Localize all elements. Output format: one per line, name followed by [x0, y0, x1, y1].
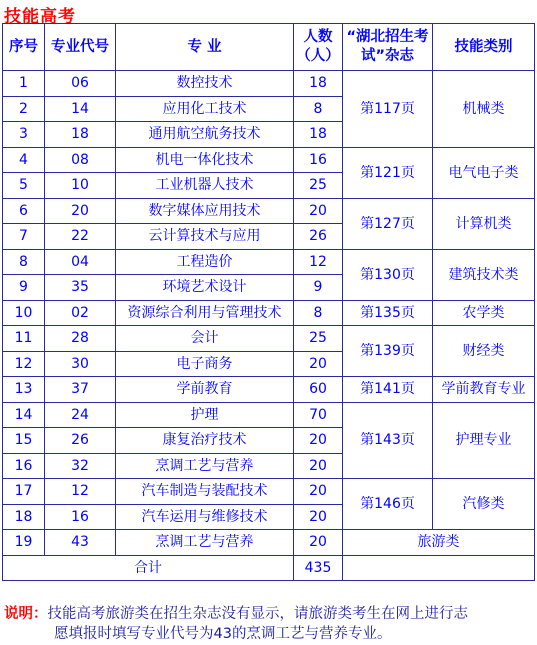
- row-count: 20: [294, 504, 343, 530]
- group-magazine-page: 第130页: [343, 249, 433, 300]
- row-code: 37: [45, 377, 116, 403]
- row-count: 70: [294, 402, 343, 428]
- row-major: 应用化工技术: [116, 96, 294, 122]
- row-no: 14: [3, 402, 45, 428]
- table-row: [3, 402, 535, 428]
- row-no: 3: [3, 122, 45, 148]
- row-code: 08: [45, 147, 116, 173]
- row-no: 2: [3, 96, 45, 122]
- row-count: 12: [294, 249, 343, 275]
- row-major: 护理: [116, 402, 294, 428]
- row-code: 12: [45, 479, 116, 505]
- row-code: 22: [45, 224, 116, 250]
- row-no: 9: [3, 275, 45, 301]
- group-magazine-page: 第117页: [343, 71, 433, 148]
- group-category: 计算机类: [433, 198, 535, 249]
- group-magazine-page: 第135页: [343, 300, 433, 326]
- row-count: 60: [294, 377, 343, 403]
- row-major: 学前教育: [116, 377, 294, 403]
- row-count: 8: [294, 300, 343, 326]
- row-no: 18: [3, 504, 45, 530]
- group-category: 旅游类: [343, 530, 535, 556]
- table-row: [3, 530, 535, 556]
- row-count: 25: [294, 173, 343, 199]
- group-category: 电气电子类: [433, 147, 535, 198]
- row-code: 24: [45, 402, 116, 428]
- row-no: 8: [3, 249, 45, 275]
- table-row: [3, 326, 535, 352]
- row-major: 云计算技术与应用: [116, 224, 294, 250]
- row-major: 康复治疗技术: [116, 428, 294, 454]
- row-code: 10: [45, 173, 116, 199]
- note-line-2: 愿填报时填写专业代号为43的烹调工艺与营养专业。: [54, 626, 392, 642]
- row-no: 6: [3, 198, 45, 224]
- header-major: 专 业: [116, 24, 294, 71]
- group-magazine-page: 第127页: [343, 198, 433, 249]
- row-no: 11: [3, 326, 45, 352]
- row-major: 汽车制造与装配技术: [116, 479, 294, 505]
- table-row: [3, 479, 535, 505]
- table-row: [3, 300, 535, 326]
- header-category: 技能类别: [433, 24, 535, 71]
- row-code: 30: [45, 351, 116, 377]
- admissions-table: [2, 23, 535, 581]
- row-major: 电子商务: [116, 351, 294, 377]
- table-row: [3, 147, 535, 173]
- note-label: 说明：: [4, 606, 48, 622]
- table-body: [3, 71, 535, 556]
- row-major: 烹调工艺与营养: [116, 530, 294, 556]
- row-major: 数控技术: [116, 71, 294, 97]
- header-code: 专业代号: [45, 24, 116, 71]
- row-code: 43: [45, 530, 116, 556]
- row-count: 16: [294, 147, 343, 173]
- table-row: [3, 377, 535, 403]
- row-major: 通用航空航务技术: [116, 122, 294, 148]
- total-empty-cell: [343, 555, 535, 581]
- row-count: 26: [294, 224, 343, 250]
- group-category: 农学类: [433, 300, 535, 326]
- group-magazine-page: 第139页: [343, 326, 433, 377]
- group-category: 机械类: [433, 71, 535, 148]
- group-magazine-page: 第146页: [343, 479, 433, 530]
- group-magazine-page: 第141页: [343, 377, 433, 403]
- header-no: 序号: [3, 24, 45, 71]
- page-title: 技能高考: [4, 7, 76, 27]
- row-no: 10: [3, 300, 45, 326]
- total-row: [3, 555, 535, 581]
- row-major: 数字媒体应用技术: [116, 198, 294, 224]
- row-code: 35: [45, 275, 116, 301]
- row-code: 16: [45, 504, 116, 530]
- row-major: 会计: [116, 326, 294, 352]
- group-magazine-page: 第143页: [343, 402, 433, 479]
- row-count: 20: [294, 428, 343, 454]
- row-major: 工程造价: [116, 249, 294, 275]
- row-major: 机电一体化技术: [116, 147, 294, 173]
- row-count: 8: [294, 96, 343, 122]
- note-line-1: 技能高考旅游类在招生杂志没有显示，请旅游类考生在网上进行志: [47, 606, 468, 622]
- row-major: 烹调工艺与营养: [116, 453, 294, 479]
- table-row: [3, 71, 535, 97]
- row-code: 20: [45, 198, 116, 224]
- total-label: 合计: [3, 555, 294, 581]
- total-count: 435: [294, 555, 343, 581]
- row-code: 26: [45, 428, 116, 454]
- row-code: 04: [45, 249, 116, 275]
- table-row: [3, 198, 535, 224]
- group-magazine-page: 第121页: [343, 147, 433, 198]
- header-count: 人数（人）: [294, 24, 343, 71]
- row-no: 16: [3, 453, 45, 479]
- row-no: 4: [3, 147, 45, 173]
- row-no: 12: [3, 351, 45, 377]
- row-no: 1: [3, 71, 45, 97]
- row-major: 资源综合利用与管理技术: [116, 300, 294, 326]
- group-category: 财经类: [433, 326, 535, 377]
- row-count: 20: [294, 479, 343, 505]
- row-major: 工业机器人技术: [116, 173, 294, 199]
- row-count: 20: [294, 351, 343, 377]
- row-code: 32: [45, 453, 116, 479]
- row-no: 13: [3, 377, 45, 403]
- row-count: 9: [294, 275, 343, 301]
- row-count: 18: [294, 71, 343, 97]
- row-count: 18: [294, 122, 343, 148]
- row-no: 17: [3, 479, 45, 505]
- group-category: 学前教育专业: [433, 377, 535, 403]
- row-count: 25: [294, 326, 343, 352]
- row-no: 7: [3, 224, 45, 250]
- group-category: 建筑技术类: [433, 249, 535, 300]
- row-major: 汽车运用与维修技术: [116, 504, 294, 530]
- group-category: 护理专业: [433, 402, 535, 479]
- table-header-row: [3, 24, 535, 71]
- table-row: [3, 249, 535, 275]
- group-category: 汽修类: [433, 479, 535, 530]
- row-no: 19: [3, 530, 45, 556]
- row-code: 06: [45, 71, 116, 97]
- row-count: 20: [294, 453, 343, 479]
- row-major: 环境艺术设计: [116, 275, 294, 301]
- row-code: 14: [45, 96, 116, 122]
- row-code: 02: [45, 300, 116, 326]
- row-no: 5: [3, 173, 45, 199]
- row-code: 28: [45, 326, 116, 352]
- note: [4, 604, 534, 644]
- row-count: 20: [294, 530, 343, 556]
- row-count: 20: [294, 198, 343, 224]
- header-magazine: “湖北招生考试”杂志: [343, 24, 433, 71]
- row-no: 15: [3, 428, 45, 454]
- row-code: 18: [45, 122, 116, 148]
